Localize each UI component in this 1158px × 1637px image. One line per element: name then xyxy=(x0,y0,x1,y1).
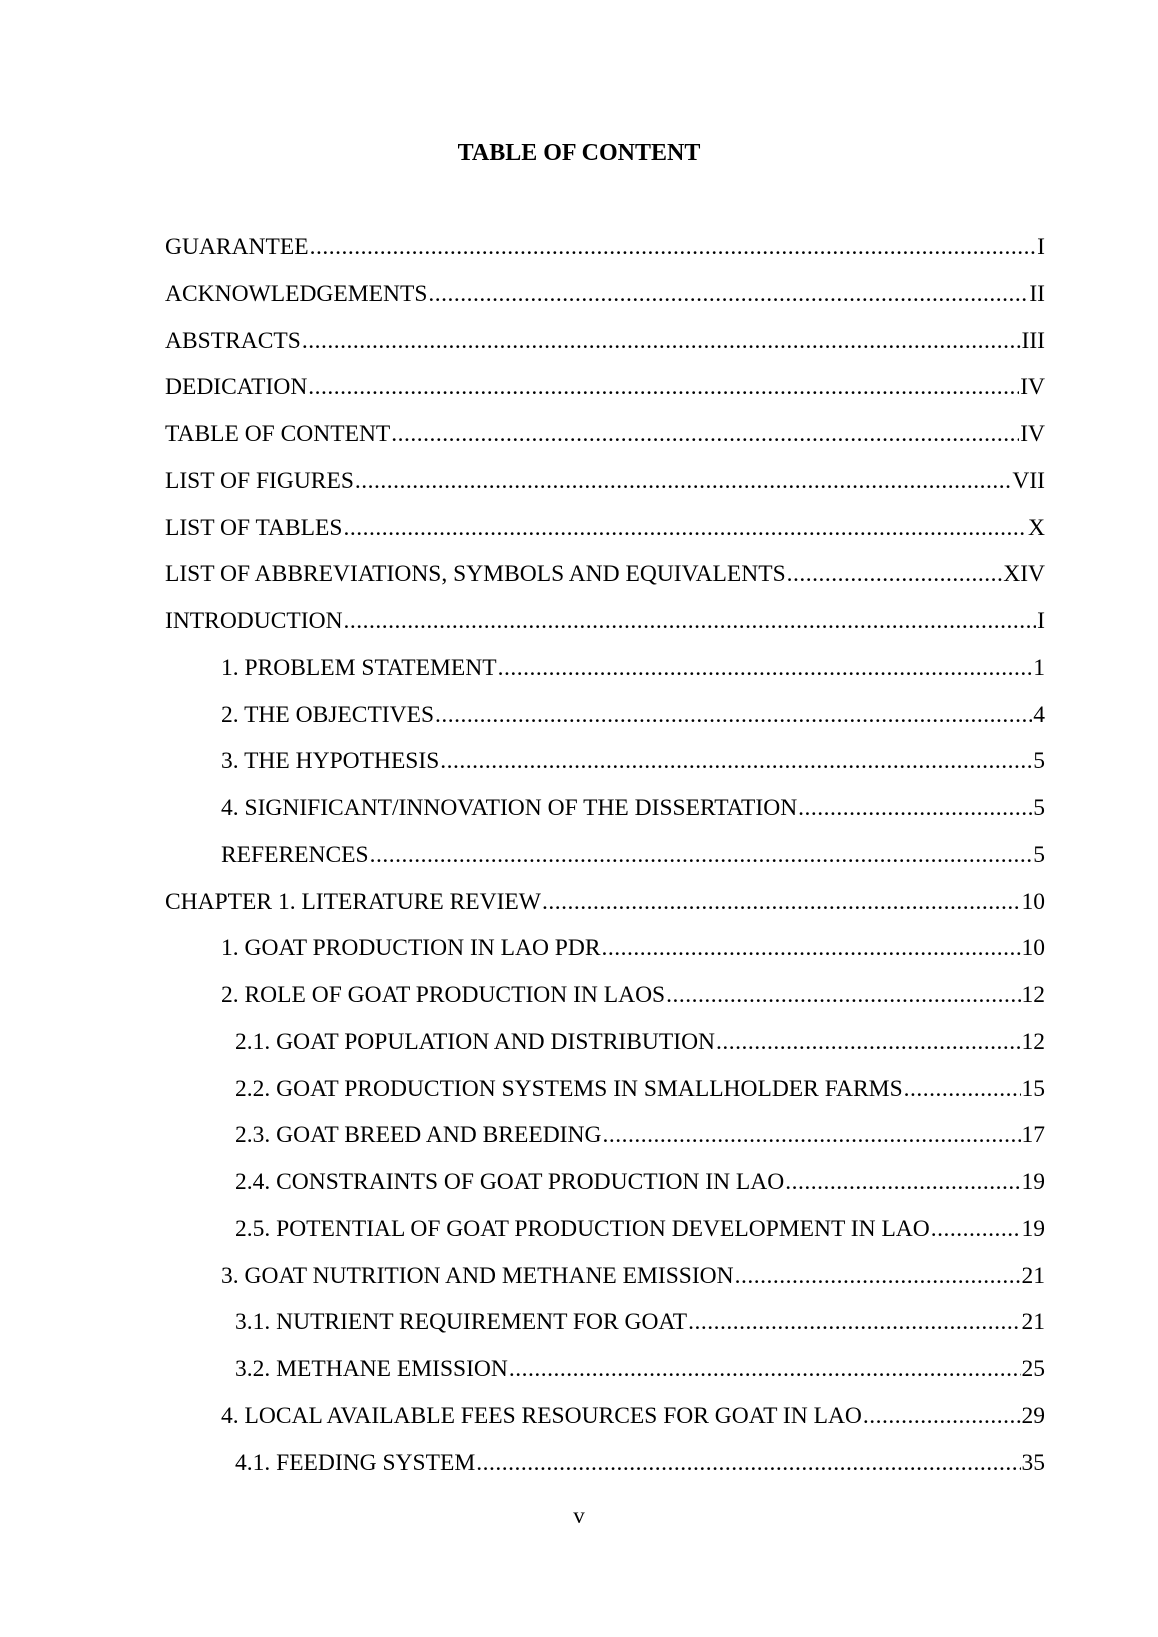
toc-entry-title: 4. SIGNIFICANT/INNOVATION OF THE DISSERTATION xyxy=(221,795,798,821)
toc-entry-page: 5 xyxy=(1033,748,1045,775)
toc-entry[interactable] xyxy=(165,420,1045,467)
toc-entry[interactable] xyxy=(165,1402,1045,1449)
toc-dot-leader xyxy=(735,1262,1021,1290)
toc-entry-page: 21 xyxy=(1021,1262,1045,1289)
toc-entry-title: 1. GOAT PRODUCTION IN LAO PDR xyxy=(221,935,601,962)
toc-dot-leader xyxy=(542,888,1021,916)
toc-entry-page: IV xyxy=(1020,421,1045,447)
toc-entry-page: 4 xyxy=(1033,701,1045,728)
toc-entry[interactable] xyxy=(165,1308,1045,1355)
toc-entry-page: 29 xyxy=(1021,1402,1045,1429)
toc-entry-page: 15 xyxy=(1021,1075,1045,1102)
toc-entry-page: II xyxy=(1029,280,1045,307)
toc-entry[interactable] xyxy=(165,327,1045,374)
toc-entry[interactable] xyxy=(165,701,1045,748)
toc-entry-page: 12 xyxy=(1021,982,1045,1008)
toc-entry[interactable] xyxy=(165,514,1045,561)
toc-entry-title: 2.1. GOAT POPULATION AND DISTRIBUTION xyxy=(235,1028,716,1055)
toc-entry-title: LIST OF TABLES xyxy=(165,514,343,541)
toc-dot-leader xyxy=(931,1215,1021,1243)
toc-entry[interactable] xyxy=(165,1028,1045,1075)
toc-dot-leader xyxy=(498,654,1033,682)
toc-entry[interactable] xyxy=(165,373,1045,420)
toc-entry-title: 4.1. FEEDING SYSTEM xyxy=(235,1449,476,1476)
toc-dot-leader xyxy=(787,560,1003,588)
toc-entry-page: 12 xyxy=(1021,1028,1045,1055)
toc-entry[interactable] xyxy=(165,1449,1045,1496)
toc-entry[interactable] xyxy=(165,280,1045,327)
toc-entry[interactable] xyxy=(165,560,1045,607)
toc-entry-title: CHAPTER 1. LITERATURE REVIEW xyxy=(165,888,541,915)
toc-entry-title: TABLE OF CONTENT xyxy=(165,421,391,447)
toc-entry-page: 35 xyxy=(1021,1449,1045,1476)
toc-dot-leader xyxy=(785,1168,1020,1196)
toc-dot-leader xyxy=(435,701,1032,729)
toc-entry-title: 2.2. GOAT PRODUCTION SYSTEMS IN SMALLHOLDER FARMS xyxy=(235,1075,903,1102)
toc-entry-title: 2. ROLE OF GOAT PRODUCTION IN LAOS xyxy=(221,982,666,1008)
toc-entry-title: 1. PROBLEM STATEMENT xyxy=(221,654,497,681)
toc-entry[interactable] xyxy=(165,747,1045,794)
toc-entry-title: 2.4. CONSTRAINTS OF GOAT PRODUCTION IN LAO xyxy=(235,1169,785,1195)
toc-entry-page: 5 xyxy=(1033,841,1045,868)
toc-entry-page: X xyxy=(1028,514,1045,541)
toc-entry-title: DEDICATION xyxy=(165,374,308,401)
toc-entry-title: 2.5. POTENTIAL OF GOAT PRODUCTION DEVELOPMENT IN LAO xyxy=(235,1215,930,1242)
toc-entry-title: 2. THE OBJECTIVES xyxy=(221,701,435,728)
toc-dot-leader xyxy=(602,934,1021,962)
toc-entry-page: I xyxy=(1037,608,1045,634)
toc-entry[interactable] xyxy=(165,1168,1045,1215)
page-title: TABLE OF CONTENT xyxy=(457,140,701,166)
toc-entry-page: III xyxy=(1021,327,1045,354)
toc-entry-page: VII xyxy=(1012,467,1045,494)
toc-entry[interactable] xyxy=(165,1355,1045,1402)
toc-dot-leader xyxy=(688,1308,1020,1336)
toc-entry-page: XIV xyxy=(1003,561,1045,588)
toc-entry-title: LIST OF ABBREVIATIONS, SYMBOLS AND EQUIVALENTS xyxy=(165,561,786,588)
toc-entry[interactable] xyxy=(165,467,1045,514)
toc-dot-leader xyxy=(308,373,1019,401)
toc-dot-leader xyxy=(391,420,1019,448)
toc-entry[interactable] xyxy=(165,794,1045,841)
toc-entry-page: 19 xyxy=(1021,1215,1045,1242)
toc-entry-page: 5 xyxy=(1033,795,1045,821)
toc-entry-title: LIST OF FIGURES xyxy=(165,467,354,494)
toc-entry[interactable] xyxy=(165,1262,1045,1309)
toc-dot-leader xyxy=(310,233,1037,261)
toc-entry-page: 25 xyxy=(1021,1356,1045,1382)
toc-entry-page: 19 xyxy=(1021,1169,1045,1195)
toc-dot-leader xyxy=(798,794,1032,822)
toc-entry-title: ACKNOWLEDGEMENTS xyxy=(165,280,428,307)
toc-entry[interactable] xyxy=(165,934,1045,981)
toc-entry-title: ABSTRACTS xyxy=(165,327,301,354)
toc-dot-leader xyxy=(666,981,1020,1009)
page-number: v xyxy=(573,1503,585,1528)
toc-entry-page: I xyxy=(1037,234,1045,260)
toc-entry-title: 2.3. GOAT BREED AND BREEDING xyxy=(235,1122,602,1149)
toc-dot-leader xyxy=(716,1028,1020,1056)
toc-dot-leader xyxy=(509,1355,1021,1383)
table-of-contents xyxy=(165,233,1045,1495)
toc-entry-title: REFERENCES xyxy=(221,841,369,868)
toc-entry[interactable] xyxy=(165,607,1045,654)
toc-dot-leader xyxy=(863,1402,1021,1430)
toc-entry-title: 3. THE HYPOTHESIS xyxy=(221,748,440,775)
toc-entry[interactable] xyxy=(165,1075,1045,1122)
toc-entry[interactable] xyxy=(165,654,1045,701)
toc-dot-leader xyxy=(344,607,1037,635)
toc-entry-title: 3.1. NUTRIENT REQUIREMENT FOR GOAT xyxy=(235,1309,688,1336)
toc-entry-page: 17 xyxy=(1021,1122,1045,1149)
toc-dot-leader xyxy=(343,514,1027,542)
toc-entry-title: 3. GOAT NUTRITION AND METHANE EMISSION xyxy=(221,1262,734,1289)
toc-dot-leader xyxy=(602,1121,1020,1149)
toc-entry-page: 1 xyxy=(1033,654,1045,681)
toc-entry-page: 10 xyxy=(1021,888,1045,915)
toc-entry-page: IV xyxy=(1020,374,1045,401)
toc-entry-title: 3.2. METHANE EMISSION xyxy=(235,1356,508,1382)
toc-entry[interactable] xyxy=(165,1215,1045,1262)
toc-entry[interactable] xyxy=(165,1121,1045,1168)
toc-dot-leader xyxy=(476,1449,1020,1477)
toc-dot-leader xyxy=(428,280,1028,308)
toc-entry[interactable] xyxy=(165,233,1045,280)
toc-entry-page: 10 xyxy=(1021,935,1045,962)
toc-dot-leader xyxy=(440,747,1032,775)
toc-entry[interactable] xyxy=(165,888,1045,935)
toc-dot-leader xyxy=(355,467,1011,495)
toc-entry[interactable] xyxy=(165,841,1045,888)
toc-dot-leader xyxy=(904,1075,1021,1103)
toc-entry[interactable] xyxy=(165,981,1045,1028)
toc-dot-leader xyxy=(302,327,1021,355)
toc-entry-title: 4. LOCAL AVAILABLE FEES RESOURCES FOR GOAT IN LAO xyxy=(221,1402,862,1429)
toc-entry-page: 21 xyxy=(1021,1309,1045,1336)
toc-dot-leader xyxy=(370,841,1033,869)
toc-entry-title: GUARANTEE xyxy=(165,234,309,260)
toc-entry-title: INTRODUCTION xyxy=(165,608,343,634)
